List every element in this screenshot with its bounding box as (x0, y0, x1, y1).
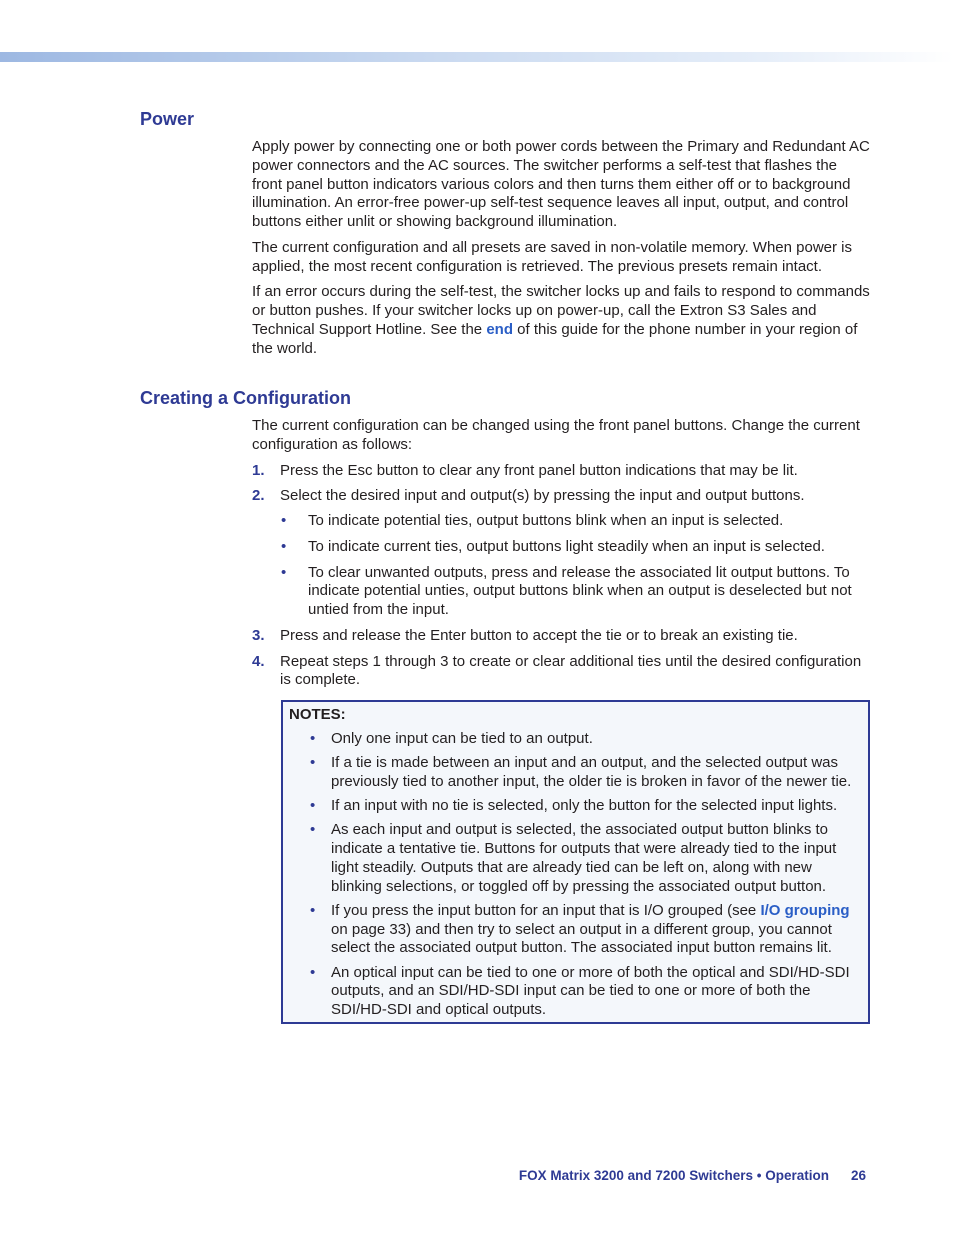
step-number: 4. (252, 652, 265, 670)
section-heading-configuration: Creating a Configuration (140, 388, 351, 408)
bullet-icon: • (310, 797, 316, 814)
notes-box (281, 700, 870, 1024)
step-item (252, 462, 870, 481)
step-number: 2. (252, 487, 265, 505)
bullet-icon: • (281, 563, 287, 581)
step-item (252, 627, 870, 646)
io-grouping-link[interactable]: I/O grouping (760, 901, 850, 919)
bullet-item: • To clear unwanted outputs, press and release the associated lit output buttons. To indicate potential unties, output buttons blink when an output is deselected but not untied from the input. (281, 563, 852, 618)
note-item: • If a tie is made between an input and an output, and the selected output was previously tied to another input, the older tie is broken in favor of the newer tie. (310, 754, 852, 790)
bullet-icon: • (310, 963, 316, 981)
note-item: • As each input and output is selected, the associated output button blinks to indicate a tentative tie. Buttons for outputs that were already tied to the input light steadily. Outputs that are already tied can be left on, along with new blinking selections, or toggled off by pressing the associated output button. (310, 821, 837, 895)
power-section-body (252, 138, 870, 365)
step-number: 3. (252, 626, 265, 644)
steps-list (252, 462, 870, 691)
note-item: • If you press the input button for an input that is I/O grouped (see I/O grouping on page 33) and then try to select an output in a different group, you cannot select the associated output button. The associated input button remains lit. (310, 901, 850, 957)
note-item: • Only one input can be tied to an output. (310, 729, 593, 747)
step-item (252, 653, 870, 691)
notes-list (283, 730, 868, 1020)
step-text: Press the Esc button to clear any front panel button indications that may be lit. (280, 461, 798, 479)
note-item: • An optical input can be tied to one or more of both the optical and SDI/HD-SDI outputs, and an SDI/HD-SDI input can be tied to one or more of both the SDI/HD-SDI and optical outputs. (310, 963, 850, 1018)
header-gradient-bar (0, 52, 954, 62)
section-heading-power: Power (140, 109, 195, 129)
bullet-icon: • (310, 729, 316, 747)
configuration-section-body (252, 417, 870, 697)
bullet-icon: • (310, 821, 316, 839)
paragraph: The current configuration and all presets are saved in non-volatile memory. When power is applied, the most recent configuration is retrieved. The previous presets remain intact. (252, 238, 853, 275)
paragraph: The current configuration can be changed using the front panel buttons. Change the current configuration as follows: (252, 417, 860, 453)
note-item: • If an input with no tie is selected, only the button for the selected input lights. (310, 797, 838, 814)
end-link[interactable]: end (486, 320, 513, 338)
footer-title: FOX Matrix 3200 and 7200 Switchers • Operation (518, 1168, 829, 1183)
bullet-item: • To indicate potential ties, output buttons blink when an input is selected. (281, 512, 784, 529)
step-number: 1. (252, 461, 265, 479)
paragraph: If an error occurs during the self-test, the switcher locks up and fails to respond to commands or button pushes. If your switcher locks up on power-up, call the Extron S3 Sales and Technical Support Hotline. See the end of this guide for the phone number in your region of the world. (252, 283, 870, 357)
sub-bullet-list (252, 512, 870, 620)
step-text: Press and release the Enter button to accept the tie or to break an existing tie. (280, 626, 798, 644)
bullet-icon: • (281, 512, 287, 529)
bullet-icon: • (310, 901, 316, 919)
bullet-item: • To indicate current ties, output buttons light steadily when an input is selected. (281, 537, 825, 555)
bullet-icon: • (310, 754, 316, 771)
step-text: Repeat steps 1 through 3 to create or clear additional ties until the desired configuration is complete. (280, 652, 862, 689)
page-number: 26 (850, 1168, 866, 1183)
paragraph: Apply power by connecting one or both power cords between the Primary and Redundant AC power connectors and the AC sources. The switcher performs a self-test that flashes the front panel button indicators various colors and then turns them either off or to background illumination. An error-free power-up self-test sequence leaves all input, output, and control buttons either unlit or showing background illumination. (252, 138, 870, 230)
page-footer (400, 1168, 866, 1183)
step-text: Select the desired input and output(s) by pressing the input and output buttons. (280, 487, 805, 505)
bullet-icon: • (281, 537, 287, 555)
notes-title: NOTES: (289, 706, 346, 723)
step-item (252, 487, 870, 620)
